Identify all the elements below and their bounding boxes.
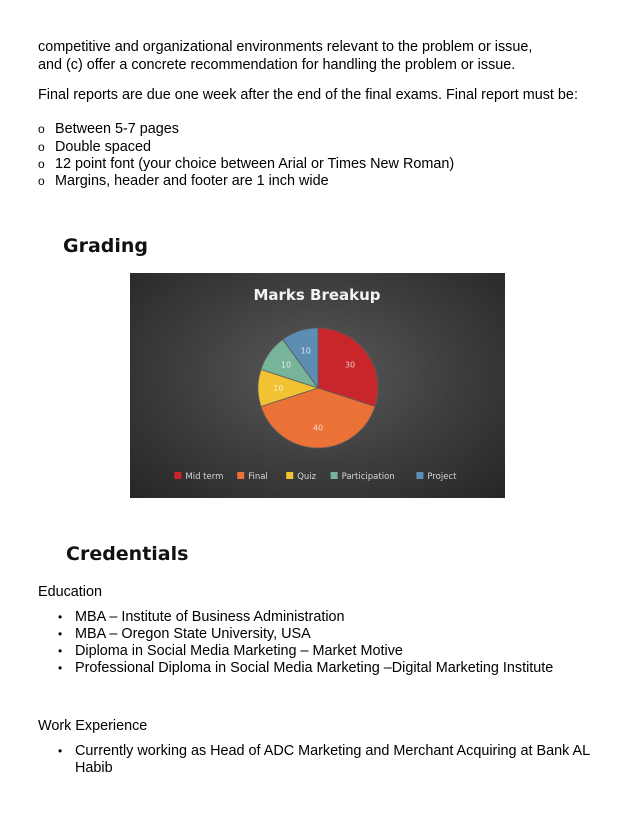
circle-bullet-icon: o xyxy=(38,140,45,154)
legend-swatch xyxy=(237,472,244,479)
requirement-item xyxy=(38,120,179,138)
legend-label: Participation xyxy=(341,472,395,482)
education-label: Education xyxy=(38,584,103,600)
bullet-icon: • xyxy=(58,744,63,758)
requirement-text: Double spaced xyxy=(55,139,152,155)
requirement-text: Margins, header and footer are 1 inch wide xyxy=(55,173,329,189)
legend-swatch xyxy=(174,472,181,479)
education-text: Professional Diploma in Social Media Marketing –Digital Marketing Institute xyxy=(75,660,554,676)
bullet-icon: • xyxy=(58,610,63,624)
work-item-continued: Habib xyxy=(75,760,113,776)
legend-swatch xyxy=(286,472,293,479)
education-item xyxy=(58,625,311,643)
circle-bullet-icon: o xyxy=(38,122,45,136)
pie-data-label: 30 xyxy=(344,360,356,370)
pie-data-label: 40 xyxy=(312,423,324,433)
bullet-icon: • xyxy=(58,661,63,675)
legend-label: Mid term xyxy=(185,472,224,482)
education-text: Diploma in Social Media Marketing – Market Motive xyxy=(75,643,403,659)
requirement-item xyxy=(38,155,454,173)
circle-bullet-icon: o xyxy=(38,157,45,171)
requirement-text: Between 5-7 pages xyxy=(55,121,180,137)
pie-data-label: 10 xyxy=(273,384,284,393)
requirement-item xyxy=(38,172,329,190)
circle-bullet-icon: o xyxy=(38,174,45,188)
requirement-text: 12 point font (your choice between Arial or Times New Roman) xyxy=(55,156,455,172)
education-text: MBA – Oregon State University, USA xyxy=(75,626,311,642)
requirement-item xyxy=(38,138,151,156)
pie-data-label: 10 xyxy=(300,346,311,356)
legend-label: Quiz xyxy=(297,472,317,482)
work-experience-label: Work Experience xyxy=(38,718,148,734)
pie-chart-svg xyxy=(130,273,505,498)
credentials-heading: Credentials xyxy=(66,543,189,565)
legend-label: Project xyxy=(427,472,457,482)
work-text-line-1: Currently working as Head of ADC Marketing and Merchant Acquiring at Bank AL xyxy=(75,743,591,759)
grading-heading: Grading xyxy=(63,235,149,257)
marks-breakup-chart xyxy=(130,273,505,498)
bullet-icon: • xyxy=(58,644,63,658)
intro-text-line-2: and (c) offer a concrete recommendation for handling the problem or issue. xyxy=(38,57,516,73)
education-item xyxy=(58,642,403,660)
intro-text-line-1: competitive and organizational environments relevant to the problem or issue, xyxy=(38,39,533,55)
education-text: MBA – Institute of Business Administration xyxy=(75,609,345,625)
chart-title: Marks Breakup xyxy=(253,286,381,304)
legend-swatch xyxy=(416,472,423,479)
work-item xyxy=(58,742,590,760)
education-item xyxy=(58,608,345,626)
pie-data-label: 10 xyxy=(280,360,292,370)
legend-swatch xyxy=(331,472,338,479)
legend-label: Final xyxy=(248,472,268,482)
bullet-icon: • xyxy=(58,627,63,641)
education-item xyxy=(58,659,553,677)
due-date-text: Final reports are due one week after the end of the final exams. Final report must be: xyxy=(38,87,578,103)
